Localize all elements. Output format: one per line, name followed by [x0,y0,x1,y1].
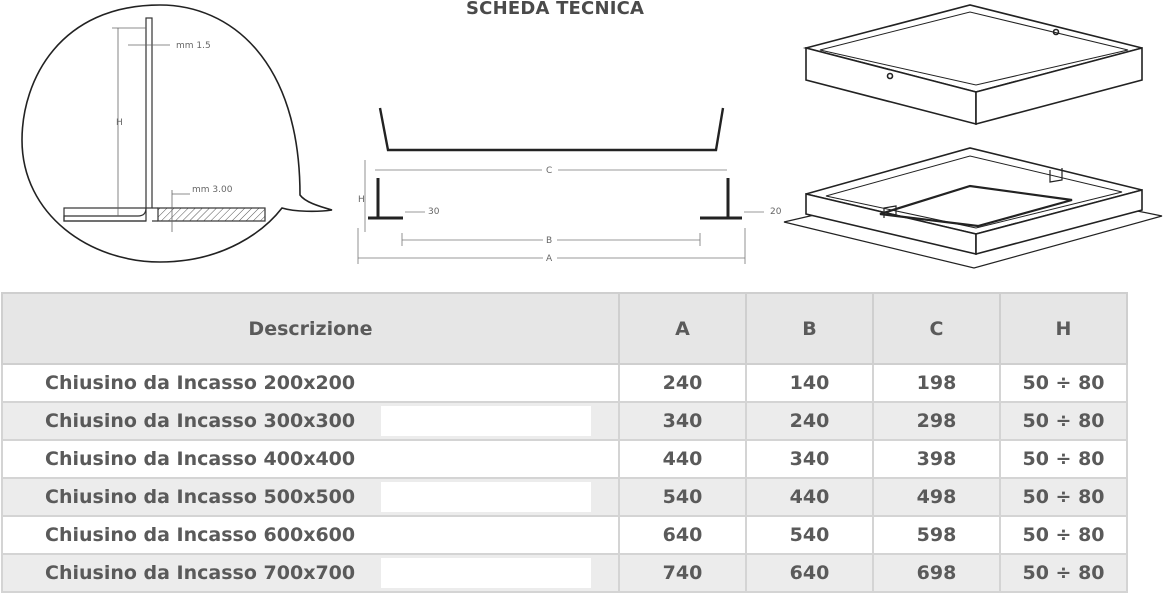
thickness-bottom-label: mm 3.00 [192,185,233,195]
cell-c: 398 [873,440,1000,478]
b-dimension-label: B [546,236,553,246]
flange-right-label: 20 [770,207,782,217]
c-dimension-label: C [546,166,553,176]
cell-c: 598 [873,516,1000,554]
frame-isometric-top [806,5,1142,124]
table-header-row [2,293,1127,364]
cell-a: 440 [619,440,746,478]
h-small-label: H [358,195,365,205]
cell-h: 50 ÷ 80 [1000,478,1127,516]
cell-c: 498 [873,478,1000,516]
cell-a: 740 [619,554,746,592]
cross-section-diagram [358,108,782,264]
cell-a: 540 [619,478,746,516]
spec-table [1,292,1128,593]
cell-b: 640 [746,554,873,592]
cell-c: 698 [873,554,1000,592]
header-c: C [873,293,1000,364]
cell-h: 50 ÷ 80 [1000,440,1127,478]
cell-c: 198 [873,364,1000,402]
flange-left-label: 30 [428,207,440,217]
frame-isometric-bottom [784,148,1162,268]
table-row [2,478,1127,516]
cell-descrizione: Chiusino da Incasso 700x700 [2,554,619,592]
cell-h: 50 ÷ 80 [1000,554,1127,592]
cell-c: 298 [873,402,1000,440]
cell-descrizione: Chiusino da Incasso 200x200 [2,364,619,402]
profile-section [64,18,265,232]
height-label: H [116,118,123,128]
cell-descrizione: Chiusino da Incasso 500x500 [2,478,619,516]
header-descrizione: Descrizione [2,293,619,364]
cell-h: 50 ÷ 80 [1000,402,1127,440]
table-row [2,516,1127,554]
cell-a: 340 [619,402,746,440]
cell-b: 140 [746,364,873,402]
cell-b: 540 [746,516,873,554]
cell-descrizione: Chiusino da Incasso 600x600 [2,516,619,554]
header-a: A [619,293,746,364]
cell-a: 640 [619,516,746,554]
cell-h: 50 ÷ 80 [1000,364,1127,402]
thickness-top-label: mm 1.5 [176,41,211,51]
cell-b: 440 [746,478,873,516]
cell-descrizione: Chiusino da Incasso 400x400 [2,440,619,478]
cell-b: 240 [746,402,873,440]
cell-a: 240 [619,364,746,402]
table-row [2,554,1127,592]
header-b: B [746,293,873,364]
page-title: SCHEDA TECNICA [466,0,645,19]
a-dimension-label: A [546,254,553,264]
cell-b: 340 [746,440,873,478]
cell-h: 50 ÷ 80 [1000,516,1127,554]
technical-drawing [0,0,1164,290]
table-row [2,440,1127,478]
header-h: H [1000,293,1127,364]
cell-descrizione: Chiusino da Incasso 300x300 [2,402,619,440]
table-row [2,364,1127,402]
table-row [2,402,1127,440]
